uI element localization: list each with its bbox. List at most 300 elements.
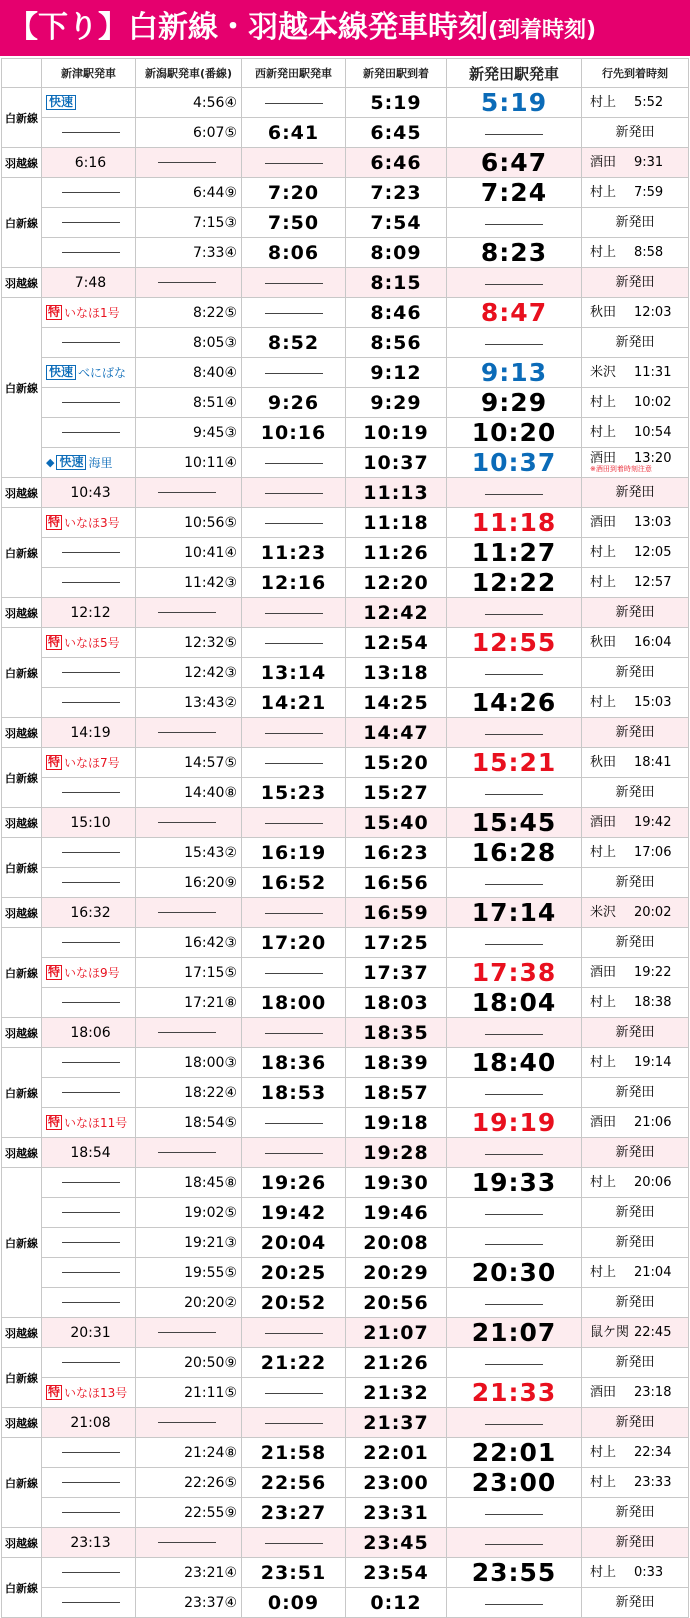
header-niitsu: 新津駅発車 (42, 59, 136, 88)
table-row (2, 1318, 689, 1348)
shibata-departure: 19:19 (447, 1108, 582, 1138)
destination-city: 新発田 (615, 1145, 655, 1160)
shibata-arrival: 18:57 (346, 1078, 447, 1108)
destination (582, 928, 689, 958)
shibata-departure (447, 1408, 582, 1438)
no-service-dash (485, 944, 543, 945)
niigata-departure: 10:11④ (136, 448, 242, 478)
no-service-dash (62, 402, 120, 403)
niigata-departure: 18:22④ (136, 1078, 242, 1108)
diamond-icon: ◆ (46, 456, 55, 469)
line-label: 白新線 (2, 1558, 42, 1618)
train-name: いなほ7号 (64, 756, 120, 770)
destination-city: 新発田 (615, 125, 655, 140)
destination-city: 村上 (590, 1055, 617, 1070)
niigata-departure: 22:55⑨ (136, 1498, 242, 1528)
rapid-badge: 快速 (46, 365, 76, 380)
nishi-shibata-departure (242, 628, 346, 658)
no-service-dash (158, 282, 216, 283)
destination (582, 658, 689, 688)
header-line (2, 59, 42, 88)
destination (582, 538, 689, 568)
destination-city: 村上 (590, 695, 617, 710)
no-service-dash (62, 132, 120, 133)
niigata-departure: 10:41④ (136, 538, 242, 568)
no-service-dash (62, 222, 120, 223)
no-service-dash (158, 1032, 216, 1033)
niitsu-departure (42, 118, 136, 148)
destination-city: 新発田 (615, 725, 655, 740)
niigata-departure: 6:44⑨ (136, 178, 242, 208)
destination-arrival: 11:31 (634, 365, 672, 380)
no-service-dash (265, 463, 323, 464)
no-service-dash (485, 1094, 543, 1095)
niigata-departure: 8:40④ (136, 358, 242, 388)
shibata-arrival: 19:28 (346, 1138, 447, 1168)
destination-arrival: 18:38 (634, 995, 672, 1010)
title-main: 【下り】白新線・羽越本線発車時刻 (8, 10, 488, 45)
niigata-departure: 22:26⑤ (136, 1468, 242, 1498)
shibata-departure (447, 208, 582, 238)
destination (582, 478, 689, 508)
niigata-departure: 14:40⑧ (136, 778, 242, 808)
destination-city: 秋田 (590, 755, 617, 770)
shibata-arrival: 0:12 (346, 1588, 447, 1618)
destination-city: 新発田 (615, 665, 655, 680)
table-row (2, 1258, 689, 1288)
nishi-shibata-departure: 17:20 (242, 928, 346, 958)
niitsu-departure (42, 1318, 136, 1348)
destination-arrival: 0:33 (634, 1565, 664, 1580)
shibata-departure (447, 718, 582, 748)
nishi-shibata-departure: 23:51 (242, 1558, 346, 1588)
shibata-departure: 23:55 (447, 1558, 582, 1588)
niigata-departure: 8:51④ (136, 388, 242, 418)
limited-express-badge: 特 (48, 755, 61, 769)
table-row (2, 958, 689, 988)
nishi-shibata-departure (242, 268, 346, 298)
niitsu-departure (42, 1018, 136, 1048)
no-service-dash (265, 733, 323, 734)
destination-city: 新発田 (615, 1025, 655, 1040)
line-label: 羽越線 (2, 1018, 42, 1048)
shibata-departure (447, 1498, 582, 1528)
no-service-dash (485, 284, 543, 285)
niitsu-time: 23:13 (70, 1534, 111, 1551)
niitsu-departure (42, 598, 136, 628)
no-service-dash (62, 432, 120, 433)
table-row (2, 568, 689, 598)
destination-arrival: 22:34 (634, 1445, 672, 1460)
shibata-departure: 11:18 (447, 508, 582, 538)
table-row (2, 1438, 689, 1468)
no-service-dash (62, 342, 120, 343)
niitsu-departure (42, 298, 136, 328)
no-service-dash (62, 1302, 120, 1303)
line-label: 羽越線 (2, 598, 42, 628)
shibata-arrival: 19:18 (346, 1108, 447, 1138)
niigata-departure (136, 1138, 242, 1168)
destination-city: 酒田 (590, 965, 617, 980)
niitsu-time: 20:31 (70, 1324, 111, 1341)
niitsu-departure (42, 1078, 136, 1108)
shibata-departure (447, 268, 582, 298)
shibata-arrival: 19:46 (346, 1198, 447, 1228)
no-service-dash (158, 1332, 216, 1333)
destination-city: 村上 (590, 425, 617, 440)
destination-city: 新発田 (615, 335, 655, 350)
nishi-shibata-departure: 16:52 (242, 868, 346, 898)
niitsu-departure (42, 868, 136, 898)
table-row (2, 808, 689, 838)
destination (582, 718, 689, 748)
shibata-arrival: 15:27 (346, 778, 447, 808)
niitsu-departure (42, 418, 136, 448)
niitsu-departure (42, 538, 136, 568)
no-service-dash (62, 882, 120, 883)
table-row (2, 1078, 689, 1108)
line-label: 白新線 (2, 508, 42, 598)
shibata-departure (447, 1528, 582, 1558)
niigata-departure: 14:57⑤ (136, 748, 242, 778)
niitsu-departure (42, 1348, 136, 1378)
destination (582, 748, 689, 778)
no-service-dash (158, 822, 216, 823)
shibata-arrival: 8:56 (346, 328, 447, 358)
shibata-arrival: 9:12 (346, 358, 447, 388)
niigata-departure: 10:56⑤ (136, 508, 242, 538)
niitsu-departure (42, 778, 136, 808)
table-row (2, 718, 689, 748)
niitsu-departure (42, 1048, 136, 1078)
shibata-arrival: 7:54 (346, 208, 447, 238)
shibata-departure: 17:14 (447, 898, 582, 928)
nishi-shibata-departure: 18:36 (242, 1048, 346, 1078)
destination (582, 508, 689, 538)
limited-express-badge: 特 (48, 1385, 61, 1399)
nishi-shibata-departure (242, 1018, 346, 1048)
niitsu-departure (42, 1408, 136, 1438)
nishi-shibata-departure: 7:50 (242, 208, 346, 238)
no-service-dash (265, 1423, 323, 1424)
niigata-departure: 12:32⑤ (136, 628, 242, 658)
niigata-departure: 13:43② (136, 688, 242, 718)
destination-city: 新発田 (615, 1595, 655, 1610)
shibata-departure (447, 598, 582, 628)
niigata-departure: 17:21⑧ (136, 988, 242, 1018)
line-label: 白新線 (2, 1438, 42, 1528)
table-row (2, 268, 689, 298)
niigata-departure (136, 1528, 242, 1558)
table-row (2, 1228, 689, 1258)
header-shibata-arrival: 新発田駅到着 (346, 59, 447, 88)
shibata-arrival: 10:19 (346, 418, 447, 448)
no-service-dash (62, 1272, 120, 1273)
destination-city: 新発田 (615, 275, 655, 290)
destination (582, 628, 689, 658)
niigata-departure: 21:11⑤ (136, 1378, 242, 1408)
no-service-dash (265, 103, 323, 104)
nishi-shibata-departure: 19:42 (242, 1198, 346, 1228)
no-service-dash (265, 1123, 323, 1124)
line-label: 羽越線 (2, 718, 42, 748)
shibata-departure (447, 1018, 582, 1048)
destination (582, 1078, 689, 1108)
destination-city: 新発田 (615, 935, 655, 950)
niitsu-departure (42, 268, 136, 298)
destination (582, 1198, 689, 1228)
shibata-arrival: 20:56 (346, 1288, 447, 1318)
no-service-dash (62, 1242, 120, 1243)
niitsu-departure (42, 568, 136, 598)
nishi-shibata-departure (242, 748, 346, 778)
destination-city: 村上 (590, 1175, 617, 1190)
no-service-dash (485, 1304, 543, 1305)
shibata-departure (447, 658, 582, 688)
table-row (2, 1558, 689, 1588)
niitsu-time: 16:32 (70, 904, 111, 921)
destination-arrival: 7:59 (634, 185, 664, 200)
rapid-badge: 快速 (56, 455, 86, 470)
niitsu-departure (42, 898, 136, 928)
shibata-departure: 14:26 (447, 688, 582, 718)
shibata-arrival: 23:45 (346, 1528, 447, 1558)
shibata-departure (447, 328, 582, 358)
nishi-shibata-departure (242, 298, 346, 328)
limited-express-badge: 特 (48, 515, 61, 529)
table-row (2, 388, 689, 418)
destination-arrival: 20:06 (634, 1175, 672, 1190)
destination-arrival: 19:14 (634, 1055, 672, 1070)
nishi-shibata-departure: 9:26 (242, 388, 346, 418)
nishi-shibata-departure: 20:52 (242, 1288, 346, 1318)
header-nishi-shibata: 西新発田駅発車 (242, 59, 346, 88)
no-service-dash (62, 852, 120, 853)
destination-city: 村上 (590, 95, 617, 110)
no-service-dash (158, 1542, 216, 1543)
niitsu-departure (42, 1438, 136, 1468)
nishi-shibata-departure: 13:14 (242, 658, 346, 688)
niitsu-departure (42, 1138, 136, 1168)
header-niigata: 新潟駅発車(番線) (136, 59, 242, 88)
table-row (2, 1018, 689, 1048)
nishi-shibata-departure (242, 1108, 346, 1138)
destination (582, 1378, 689, 1408)
shibata-departure: 7:24 (447, 178, 582, 208)
niigata-departure: 4:56④ (136, 88, 242, 118)
nishi-shibata-departure: 23:27 (242, 1498, 346, 1528)
destination-city: 村上 (590, 245, 617, 260)
page-title (0, 0, 690, 56)
destination-arrival: 20:02 (634, 905, 672, 920)
table-row (2, 1348, 689, 1378)
shibata-departure: 21:33 (447, 1378, 582, 1408)
destination-city: 村上 (590, 1475, 617, 1490)
train-name: いなほ5号 (64, 636, 120, 650)
niigata-departure: 16:42③ (136, 928, 242, 958)
nishi-shibata-departure: 18:00 (242, 988, 346, 1018)
destination-city: 新発田 (615, 785, 655, 800)
niitsu-departure (42, 1108, 136, 1138)
shibata-departure: 17:38 (447, 958, 582, 988)
timetable-body (2, 88, 689, 1618)
destination (582, 1468, 689, 1498)
destination (582, 1048, 689, 1078)
shibata-arrival: 8:46 (346, 298, 447, 328)
destination-city: 酒田 (590, 815, 617, 830)
no-service-dash (265, 913, 323, 914)
shibata-arrival: 16:56 (346, 868, 447, 898)
table-row (2, 1108, 689, 1138)
table-row (2, 88, 689, 118)
niitsu-departure (42, 1198, 136, 1228)
destination-arrival: 21:06 (634, 1115, 672, 1130)
table-row (2, 1048, 689, 1078)
shibata-departure: 6:47 (447, 148, 582, 178)
nishi-shibata-departure (242, 478, 346, 508)
table-row (2, 1588, 689, 1618)
no-service-dash (62, 252, 120, 253)
destination-city: 村上 (590, 1265, 617, 1280)
niigata-departure (136, 1018, 242, 1048)
destination-city: 米沢 (590, 905, 617, 920)
destination-city: 新発田 (615, 215, 655, 230)
shibata-arrival: 17:37 (346, 958, 447, 988)
niitsu-departure (42, 1558, 136, 1588)
no-service-dash (265, 823, 323, 824)
table-row (2, 928, 689, 958)
niigata-departure: 20:50⑨ (136, 1348, 242, 1378)
niitsu-departure (42, 958, 136, 988)
destination-arrival: 9:31 (634, 155, 664, 170)
shibata-arrival: 14:25 (346, 688, 447, 718)
niigata-departure: 19:55⑤ (136, 1258, 242, 1288)
niitsu-departure (42, 838, 136, 868)
shibata-departure: 8:23 (447, 238, 582, 268)
destination-city: 新発田 (615, 1205, 655, 1220)
destination-city: 村上 (590, 995, 617, 1010)
shibata-departure: 23:00 (447, 1468, 582, 1498)
destination-arrival: 8:58 (634, 245, 664, 260)
no-service-dash (62, 1512, 120, 1513)
destination (582, 1228, 689, 1258)
destination (582, 778, 689, 808)
niitsu-departure (42, 988, 136, 1018)
no-service-dash (265, 763, 323, 764)
destination-city: 村上 (590, 185, 617, 200)
line-label: 羽越線 (2, 1138, 42, 1168)
line-label: 羽越線 (2, 268, 42, 298)
line-label: 羽越線 (2, 148, 42, 178)
shibata-arrival: 21:32 (346, 1378, 447, 1408)
nishi-shibata-departure (242, 598, 346, 628)
niitsu-departure (42, 148, 136, 178)
shibata-departure: 15:21 (447, 748, 582, 778)
destination (582, 1498, 689, 1528)
table-row (2, 208, 689, 238)
no-service-dash (485, 1364, 543, 1365)
no-service-dash (265, 1333, 323, 1334)
shibata-arrival: 10:37 (346, 448, 447, 478)
nishi-shibata-departure (242, 1378, 346, 1408)
destination-city: 新発田 (615, 1295, 655, 1310)
shibata-departure (447, 1078, 582, 1108)
table-row (2, 328, 689, 358)
line-label: 白新線 (2, 928, 42, 1018)
niitsu-departure (42, 358, 136, 388)
niigata-departure (136, 478, 242, 508)
no-service-dash (62, 672, 120, 673)
table-row (2, 478, 689, 508)
nishi-shibata-departure: 8:52 (242, 328, 346, 358)
line-label: 白新線 (2, 628, 42, 718)
table-row (2, 1288, 689, 1318)
niigata-departure: 16:20⑨ (136, 868, 242, 898)
table-row (2, 778, 689, 808)
no-service-dash (62, 1482, 120, 1483)
niigata-departure: 18:00③ (136, 1048, 242, 1078)
destination (582, 1588, 689, 1618)
shibata-arrival: 23:00 (346, 1468, 447, 1498)
destination (582, 838, 689, 868)
destination-city: 新発田 (615, 1415, 655, 1430)
shibata-arrival: 21:07 (346, 1318, 447, 1348)
destination (582, 208, 689, 238)
nishi-shibata-departure (242, 1528, 346, 1558)
shibata-departure: 9:13 (447, 358, 582, 388)
table-row (2, 1498, 689, 1528)
niigata-departure (136, 898, 242, 928)
table-row (2, 448, 689, 478)
no-service-dash (485, 344, 543, 345)
no-service-dash (265, 643, 323, 644)
table-row (2, 418, 689, 448)
niitsu-departure (42, 718, 136, 748)
shibata-arrival: 11:26 (346, 538, 447, 568)
niitsu-time: 7:48 (74, 274, 107, 291)
no-service-dash (62, 552, 120, 553)
no-service-dash (485, 1244, 543, 1245)
destination-city: 新発田 (615, 1235, 655, 1250)
destination-arrival: 22:45 (634, 1325, 672, 1340)
line-label: 羽越線 (2, 478, 42, 508)
shibata-departure: 19:33 (447, 1168, 582, 1198)
destination (582, 1438, 689, 1468)
niitsu-departure (42, 88, 136, 118)
no-service-dash (265, 163, 323, 164)
table-row (2, 1198, 689, 1228)
shibata-arrival: 23:54 (346, 1558, 447, 1588)
line-label: 白新線 (2, 178, 42, 268)
shibata-departure (447, 1288, 582, 1318)
destination-arrival: 13:20 (634, 451, 672, 466)
limited-express-badge: 特 (48, 965, 61, 979)
shibata-arrival: 21:26 (346, 1348, 447, 1378)
header-shibata-departure: 新発田駅発車 (447, 59, 582, 88)
line-label: 白新線 (2, 748, 42, 808)
destination-arrival: 12:05 (634, 545, 672, 560)
destination-city: 新発田 (615, 1535, 655, 1550)
limited-express-badge: 特 (48, 1115, 61, 1129)
destination-arrival: 12:57 (634, 575, 672, 590)
niigata-departure: 8:05③ (136, 328, 242, 358)
shibata-arrival: 18:03 (346, 988, 447, 1018)
table-row (2, 898, 689, 928)
destination (582, 1258, 689, 1288)
line-label: 羽越線 (2, 1528, 42, 1558)
destination-arrival: 10:54 (634, 425, 672, 440)
shibata-arrival: 12:42 (346, 598, 447, 628)
